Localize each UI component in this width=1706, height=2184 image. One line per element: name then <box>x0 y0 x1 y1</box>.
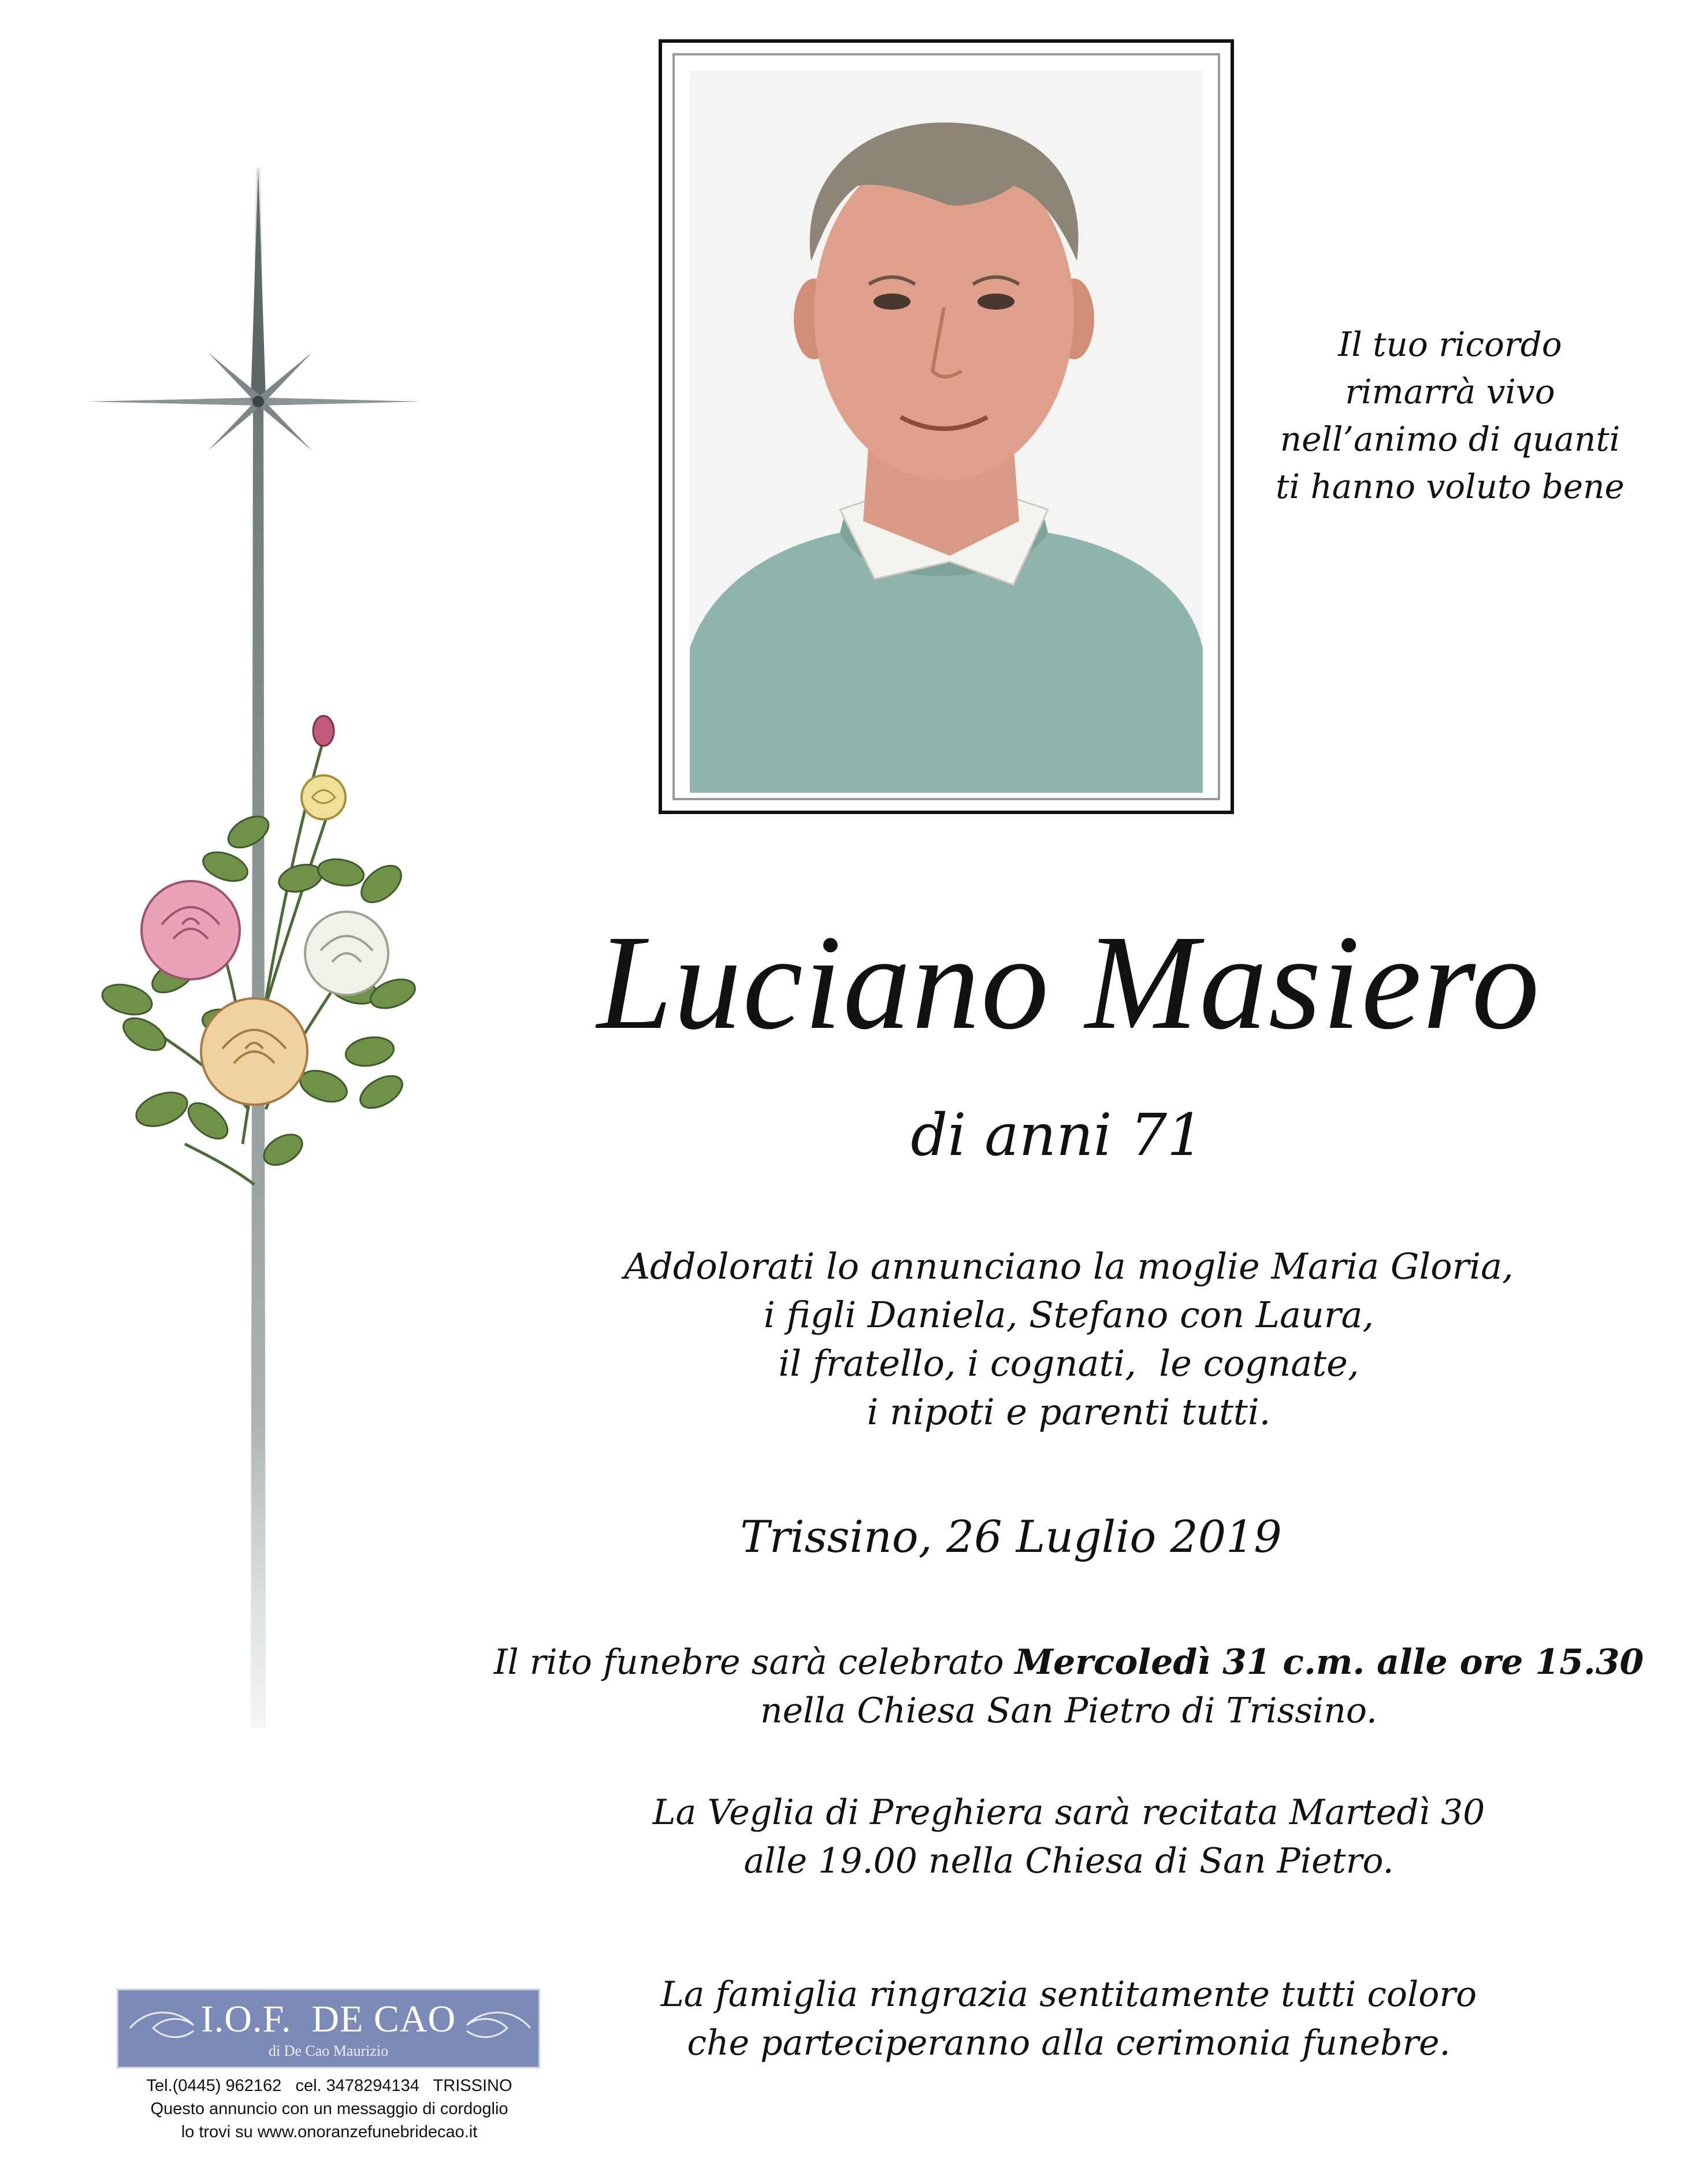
deceased-name: Luciano Masiero <box>597 907 1541 1057</box>
rite-line-2: nella Chiesa San Pietro di Trissino. <box>760 1691 1378 1731</box>
quote-line: nell’animo di quanti <box>1280 419 1620 459</box>
message-line: Questo annuncio con un messaggio di cordoglio <box>150 2100 508 2118</box>
announcement-line: i figli Daniela, Stefano con Laura, <box>763 1294 1374 1336</box>
agency-logo <box>117 1989 540 2068</box>
prayer-vigil <box>520 1788 1618 1885</box>
thanks-line-1: La famiglia ringrazia sentitamente tutti coloro <box>660 1974 1477 2015</box>
announcement-line: i nipoti e parenti tutti. <box>867 1391 1271 1433</box>
agency-name: I.O.F. DE CAO <box>200 1998 456 2040</box>
rite-prefix: Il rito funebre sarà celebrato <box>493 1642 1015 1682</box>
rite-line-1 <box>491 1638 1646 1687</box>
agency-owner: di De Cao Maurizio <box>268 2042 389 2059</box>
announcement-line: Addolorati lo annunciano la moglie Maria Gloria, <box>624 1245 1514 1287</box>
vigil-line-2: alle 19.00 nella Chiesa di San Pietro. <box>744 1841 1394 1881</box>
vigil-line-1: La Veglia di Preghiera sarà recitata Martedì 30 <box>652 1792 1485 1833</box>
deceased-age: di anni 71 <box>910 1101 1204 1169</box>
portrait-photo <box>690 70 1203 793</box>
photo-frame <box>659 39 1234 814</box>
contact-line: Tel.(0445) 962162 cel. 3478294134 TRISSINO <box>146 2077 512 2095</box>
quote-line: Il tuo ricordo <box>1338 325 1562 364</box>
agency-contact <box>92 2074 566 2144</box>
announcement <box>520 1242 1618 1436</box>
portrait-illustration <box>690 70 1203 793</box>
website-link[interactable]: lo trovi su www.onoranzefunebridecao.it <box>181 2123 478 2141</box>
quote-line: ti hanno voluto bene <box>1276 467 1625 506</box>
dateline: Trissino, 26 Luglio 2019 <box>740 1511 1282 1562</box>
funeral-rite <box>491 1638 1646 1735</box>
thanks-line-2: che parteciperanno alla cerimonia funebre. <box>687 2023 1451 2063</box>
memorial-quote <box>1259 321 1641 510</box>
rite-time: Mercoledì 31 c.m. alle ore 15.30 <box>1014 1642 1644 1682</box>
roses-icon <box>81 705 428 1213</box>
announcement-line: il fratello, i cognati, le cognate, <box>778 1342 1359 1384</box>
quote-line: rimarrà vivo <box>1345 372 1555 411</box>
family-thanks <box>520 1970 1618 2067</box>
